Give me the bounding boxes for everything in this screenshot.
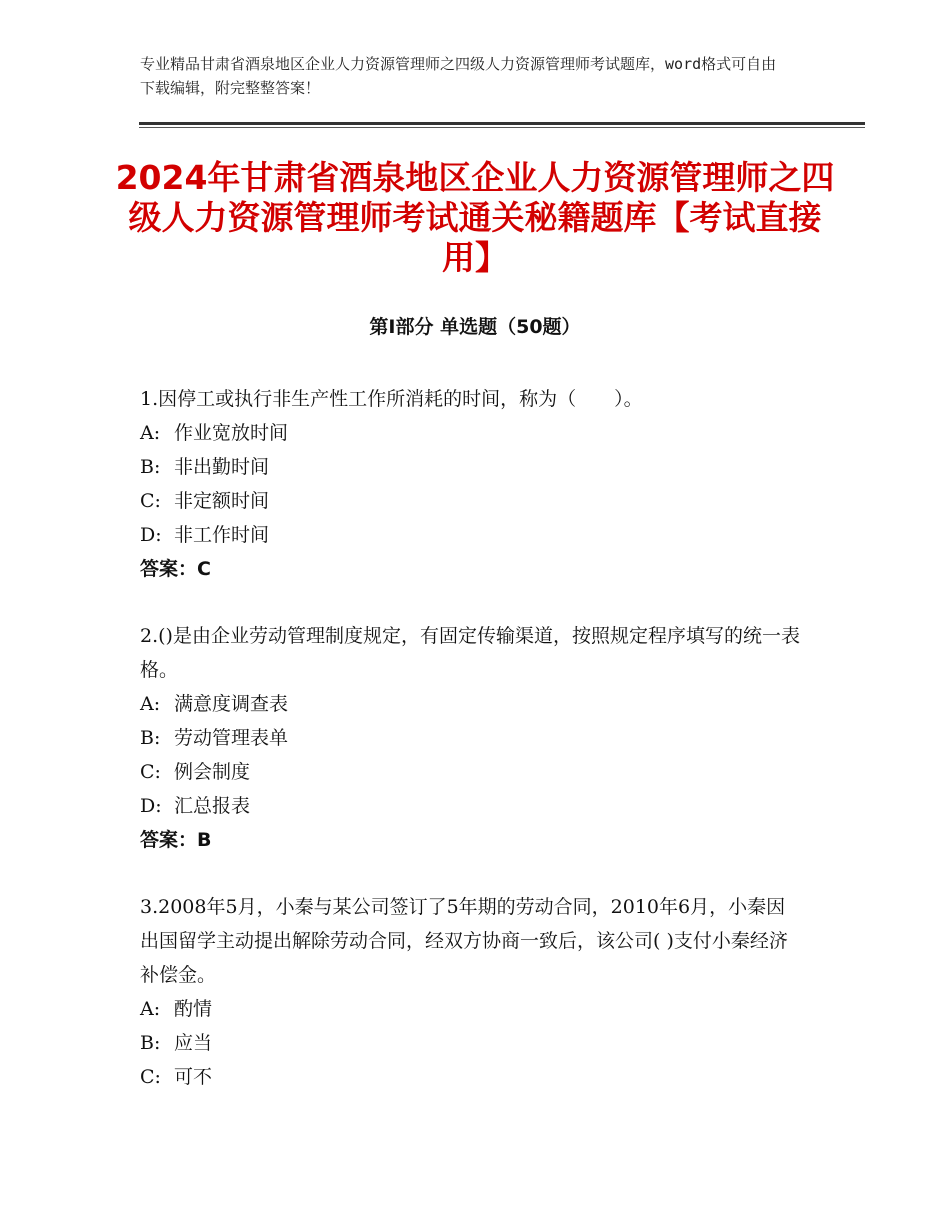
option-text: 应当 xyxy=(174,1032,213,1054)
section-title: 第Ⅰ部分 单选题（50题） xyxy=(369,316,581,338)
question-2 xyxy=(140,619,800,857)
option-label: B: xyxy=(140,727,161,749)
option-text: 非定额时间 xyxy=(174,490,270,512)
option-text: 可不 xyxy=(174,1066,213,1088)
question-stem: 2.()是由企业劳动管理制度规定，有固定传输渠道，按照规定程序填写的统一表格。 xyxy=(140,625,800,681)
option-label: A: xyxy=(140,422,161,444)
question-1 xyxy=(140,382,800,586)
option-c xyxy=(140,1060,800,1094)
option-label: B: xyxy=(140,456,161,478)
option-text: 非出勤时间 xyxy=(174,456,270,478)
option-label: B: xyxy=(140,1032,161,1054)
answer: 答案：B xyxy=(140,829,212,851)
option-text: 作业宽放时间 xyxy=(174,422,289,444)
option-label: C: xyxy=(140,1066,161,1088)
option-label: C: xyxy=(140,761,161,783)
option-d xyxy=(140,789,800,823)
answer: 答案：C xyxy=(140,558,211,580)
option-text: 非工作时间 xyxy=(174,524,270,546)
option-c xyxy=(140,755,800,789)
option-label: C: xyxy=(140,490,161,512)
option-text: 酌情 xyxy=(174,998,213,1020)
question-3 xyxy=(140,890,800,1094)
option-d xyxy=(140,518,800,552)
question-stem: 3.2008年5月，小秦与某公司签订了5年期的劳动合同，2010年6月，小秦因出国留学主动提出解除劳动合同，经双方协商一致后，该公司( )支付小秦经济补偿金。 xyxy=(140,896,788,986)
option-text: 劳动管理表单 xyxy=(174,727,289,749)
option-label: A: xyxy=(140,693,161,715)
header-note: 专业精品甘肃省酒泉地区企业人力资源管理师之四级人力资源管理师考试题库，word格式可自由下载编辑，附完整整答案！ xyxy=(140,55,777,97)
option-a xyxy=(140,687,800,721)
option-label: D: xyxy=(140,795,162,817)
option-a xyxy=(140,416,800,450)
option-a xyxy=(140,992,800,1026)
document-title: 2024年甘肃省酒泉地区企业人力资源管理师之四级人力资源管理师考试通关秘籍题库【考试直接用】 xyxy=(115,158,835,277)
header-rule-thin xyxy=(139,127,865,128)
option-text: 例会制度 xyxy=(174,761,251,783)
option-c xyxy=(140,484,800,518)
option-text: 满意度调查表 xyxy=(174,693,289,715)
option-b xyxy=(140,1026,800,1060)
option-label: A: xyxy=(140,998,161,1020)
option-b xyxy=(140,721,800,755)
option-b xyxy=(140,450,800,484)
option-label: D: xyxy=(140,524,162,546)
question-stem: 1.因停工或执行非生产性工作所消耗的时间，称为（ ）。 xyxy=(140,388,643,410)
question-list xyxy=(140,382,800,1127)
option-text: 汇总报表 xyxy=(174,795,251,817)
header-rule-thick xyxy=(139,122,865,125)
